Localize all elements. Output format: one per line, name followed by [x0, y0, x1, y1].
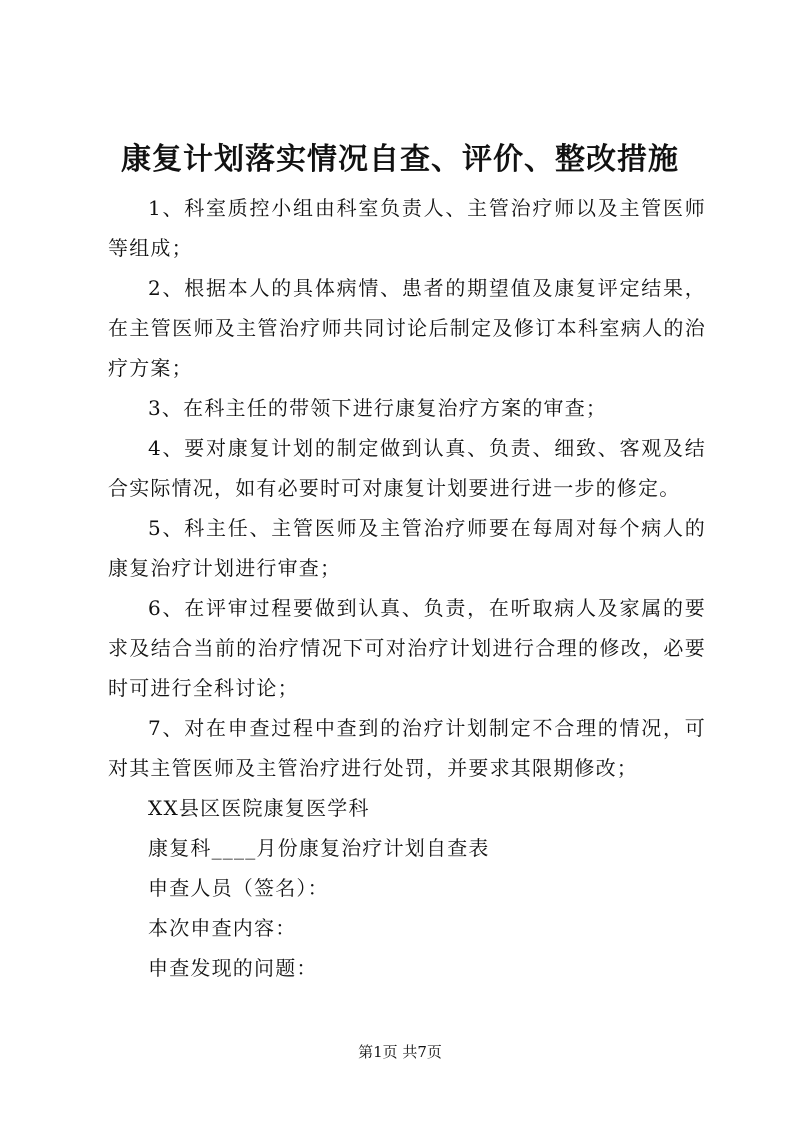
document-body: [108, 188, 706, 988]
review-content-line: 本次申查内容：: [148, 916, 297, 940]
paragraph-7: 7、对在申查过程中查到的治疗计划制定不合理的情况，可对其主管医师及主管治疗进行处罚，并要求其限期修改；: [108, 716, 706, 780]
page-footer: [0, 1042, 800, 1062]
paragraph-6: 6、在评审过程要做到认真、负责，在听取病人及家属的要求及结合当前的治疗情况下可对治疗计划进行合理的修改，必要时可进行全科讨论；: [108, 596, 706, 700]
paragraph-1: 1、科室质控小组由科室负责人、主管治疗师以及主管医师等组成；: [108, 196, 706, 260]
paragraph-4: 4、要对康复计划的制定做到认真、负责、细致、客观及结合实际情况，如有必要时可对康复计划要进行进一步的修定。: [108, 436, 706, 500]
paragraph-2: 2、根据本人的具体病情、患者的期望值及康复评定结果，在主管医师及主管治疗师共同讨论后制定及修订本科室病人的治疗方案；: [108, 276, 706, 380]
reviewer-signature-line: 申查人员（签名）：: [148, 876, 329, 900]
paragraph-3: 3、在科主任的带领下进行康复治疗方案的审查；: [148, 396, 608, 420]
page-number-label: 第1页 共7页: [358, 1043, 442, 1061]
department-line: XX县区医院康复医学科: [148, 796, 370, 820]
issues-found-line: 申查发现的问题：: [148, 956, 318, 980]
document-title: 康复计划落实情况自查、评价、整改措施: [121, 142, 679, 177]
form-title-line: 康复科____月份康复治疗计划自查表: [148, 836, 490, 860]
paragraph-5: 5、科主任、主管医师及主管治疗师要在每周对每个病人的康复治疗计划进行审查；: [108, 516, 706, 580]
